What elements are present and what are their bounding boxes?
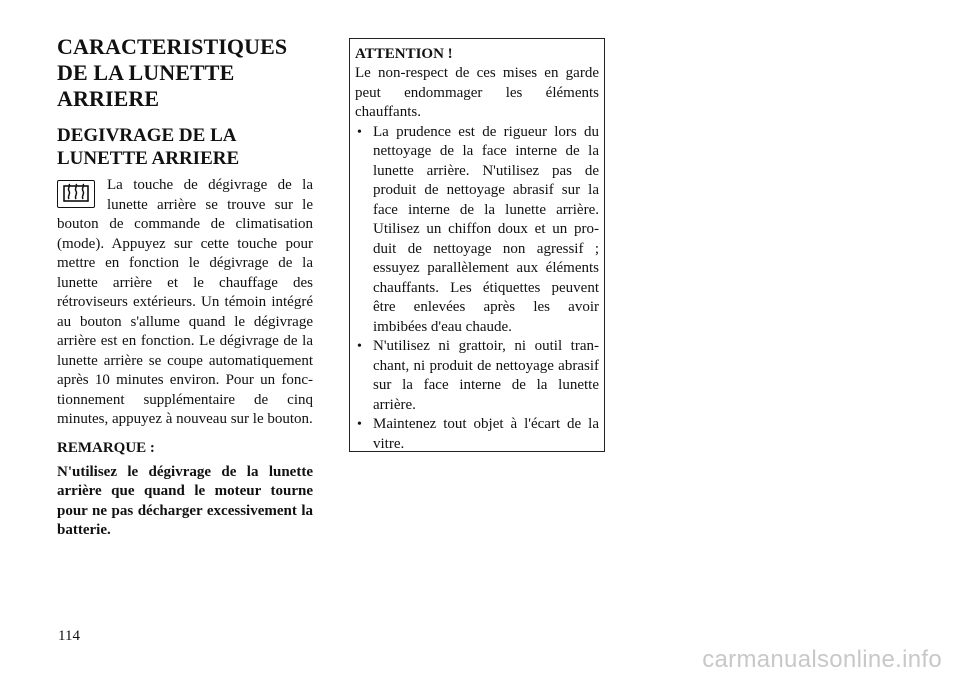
watermark: carmanualsonline.info: [702, 646, 942, 673]
bullet-icon: •: [357, 339, 362, 354]
warning-intro: Le non-respect de ces mises en garde peut endommager les éléments chauffants.: [355, 65, 599, 120]
note-label: REMARQUE :: [57, 439, 155, 456]
warning-box: [349, 38, 605, 452]
rear-defrost-icon: [57, 180, 95, 208]
bullet-icon: •: [357, 124, 362, 140]
bullet-icon: •: [357, 417, 362, 432]
warning-item: [355, 337, 599, 415]
subsection-title: DEGIVRAGE DE LA LUNETTE ARRIERE: [57, 125, 240, 169]
warning-item-text: La prudence est de rigueur lors du nettoyage de la face interne de la lunette arrière. N'utilisez pas de produit de nettoyage abrasif sur la face interne de la lunette arrière. Utilisez un chiffon doux et un produit de nettoyage non agressif ; essuyez parallèlement aux éléments chauffants. Les étiquettes peuvent être enlevées après les avoir imbibées d'eau chaude.: [373, 123, 599, 335]
warning-title: ATTENTION !: [355, 46, 453, 62]
warning-item: [355, 415, 599, 454]
left-column: [57, 34, 313, 541]
warning-item: [355, 123, 599, 338]
defrost-description: La touche de dégivrage de la lunette arrière se trouve sur le bouton de commande de climatisation (mode). Appuyez sur cette touche pour mettre en fonction le dégivrage de la lunette arrière et le chauffage des rétroviseurs extérieurs. Un témoin intégré au bouton s'allume quand le dégivrage arrière est en fonction. Le dégivrage de la lunette arrière se coupe automatiquement après 10 minutes environ. Pour un fonctionnement supplémentaire de cinq minutes, appuyez à nouveau sur le bouton.: [57, 177, 313, 427]
section-title: CARACTERISTIQUES DE LA LUNETTE ARRIERE: [57, 34, 288, 111]
note-text: N'utilisez le dégivrage de la lunette arrière que quand le moteur tourne pour ne pas décharger excessivement la batterie.: [57, 463, 313, 538]
page-number: 114: [58, 628, 80, 644]
warning-item-text: Maintenez tout objet à l'écart de la vitre.: [373, 416, 599, 452]
warning-item-text: N'utilisez ni grattoir, ni outil tranchant, ni produit de nettoyage abrasif sur la face interne de la lunette arrière.: [373, 338, 599, 413]
warning-list: [355, 123, 599, 455]
